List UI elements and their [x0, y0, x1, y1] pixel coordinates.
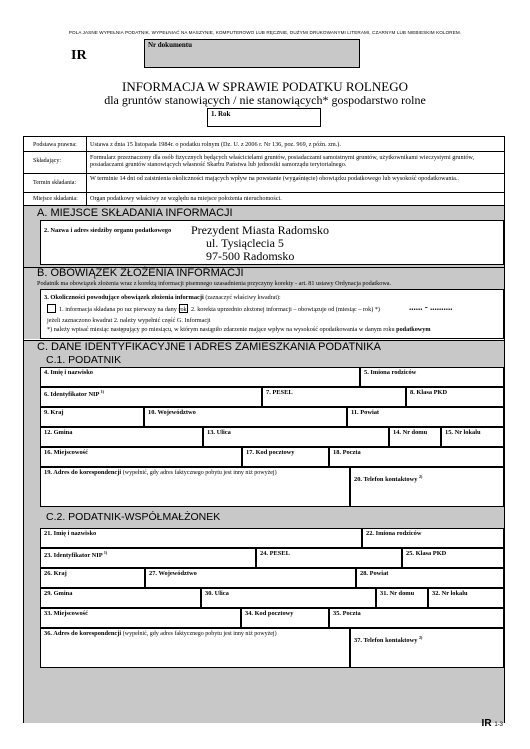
spouse-post-office-field[interactable] [329, 608, 504, 628]
spouse-city-field[interactable] [40, 608, 241, 628]
correction-date[interactable]: ...... - .......... [409, 302, 453, 312]
tax-office-street: ul. Tysiąclecia 5 [206, 236, 284, 250]
form-frame [23, 136, 505, 723]
phone-label: 20. Telefon kontaktowy $^{2)}$ [354, 474, 423, 484]
tax-office-name: Prezydent Miasta Radomsko [191, 223, 329, 237]
street-label: 13. Ulica [207, 429, 231, 436]
spouse-country-field[interactable] [40, 568, 145, 588]
pkd-label: 8. Klasa PKD [410, 389, 448, 396]
country-label: 9. Kraj [44, 409, 64, 416]
country-field[interactable] [40, 407, 144, 427]
voivodeship-field[interactable] [144, 407, 347, 427]
spouse-correspondence-label: 36. Adres do korespondencji (wypełnić, gdy adres faktycznego pobytu jest inny niż powyżej) [44, 630, 277, 637]
info-label: Termin składania: [33, 180, 77, 186]
phone-field[interactable] [350, 467, 504, 507]
correction-footnote: *) należy wpisać miesiąc następujący po miesiącu, w którym nastąpiło zdarzenie mające wpływ na wysokość opodatkowania w danym roku podatkowym [47, 326, 431, 333]
spouse-parents-field[interactable] [362, 528, 504, 548]
section-c-title: C. DANE IDENTYFIKACYJNE I ADRES ZAMIESZKANIA PODATNIKA [37, 341, 381, 353]
name-label: 4. Imię i nazwisko [44, 369, 93, 376]
section-a-title: A. MIEJSCE SKŁADANIA INFORMACJI [37, 207, 233, 219]
form-code: IR [71, 48, 87, 63]
info-text: Ustawa z dnia 15 listopada 1984r. o podatku rolnym (Dz. U. z 2006 r. Nr 136, poz. 969, z późn. zm.). [90, 141, 341, 148]
apartment-number-field[interactable] [441, 427, 504, 447]
section-b-title: B. OBOWIĄZEK ZŁOŻENIA INFORMACJI [37, 267, 244, 279]
info-label: Składający: [33, 158, 61, 164]
c2-title: C.2. PODATNIK-WSPÓŁMAŁŻONEK [46, 511, 221, 523]
spouse-apartment-number-label: 32. Nr lokalu [432, 590, 468, 597]
correspondence-address-field[interactable] [40, 467, 350, 507]
commune-label: 12. Gmina [44, 429, 73, 436]
post-office-field[interactable] [329, 447, 504, 467]
spouse-county-label: 28. Powiat [360, 570, 389, 577]
spouse-commune-field[interactable] [40, 588, 201, 608]
nip-label: 6. Identyfikator NIP $^{1)}$ [44, 389, 105, 399]
year-label: 1. Rok [211, 110, 231, 118]
year-field[interactable] [207, 108, 321, 127]
spouse-county-field[interactable] [356, 568, 504, 588]
spouse-correspondence-field[interactable] [40, 628, 350, 668]
pesel-label: 7. PESEL [266, 389, 293, 396]
spouse-pkd-label: 25. Klasa PKD [406, 550, 447, 557]
first-filing-label: 1. informacja składana po raz pierwszy na dany rok [59, 306, 187, 313]
first-filing-checkbox[interactable] [47, 304, 56, 313]
spouse-name-field[interactable] [40, 528, 362, 548]
spouse-voivodeship-label: 27. Województwo [149, 570, 197, 577]
info-text: Formularz przeznaczony dla osób fizycznych będących właścicielami gruntów, posiadaczami samoistnymi gruntów, użytkownikami wieczystymi gruntów, posiadaczami gruntów stanowiących własność Skarbu Państwa lub jednostki samorządu terytorialnego. [90, 154, 475, 168]
spouse-post-office-label: 35. Poczta [333, 610, 361, 617]
pkd-field[interactable] [406, 387, 504, 407]
city-field[interactable] [40, 447, 242, 467]
divider [24, 151, 504, 152]
circumstances-label: 3. Okoliczności powodujące obowiązek złożenia informacji (zaznaczyć właściwy kwadrat): [44, 294, 281, 301]
form-subtitle: dla gruntów stanowiących / nie stanowiących* gospodarstwo rolne [104, 93, 426, 107]
name-field[interactable] [40, 367, 360, 387]
page-footer: IR 1-3 [481, 718, 503, 729]
post-office-label: 18. Poczta [333, 449, 361, 456]
correspondence-address-label: 19. Adres do korespondencji (wypełnić, gdy adres faktycznego pobytu jest inny niż powyżej) [44, 469, 277, 476]
spouse-house-number-field[interactable] [376, 588, 428, 608]
voivodeship-label: 10. Województwo [148, 409, 196, 416]
spouse-street-label: 30. Ulica [205, 590, 229, 597]
spouse-street-field[interactable] [201, 588, 376, 608]
spouse-phone-field[interactable] [350, 628, 504, 668]
section-b-note: Podatnik ma obowiązek złożenia wraz z korektą informacji pisemnego uzasadnienia przyczyny korekty - art. 81 ustawy Ordynacja podatkowa. [37, 280, 392, 287]
spouse-pesel-label: 24. PESEL [260, 550, 290, 557]
info-label: Miejsce składania: [33, 196, 78, 202]
info-text: Organ podatkowy właściwy ze względu na miejsce położenia nieruchomości. [90, 195, 282, 202]
spouse-country-label: 26. Kraj [44, 570, 67, 577]
correction-note: jeżeli zaznaczono kwadrat 2. należy wypełnić część G. Informacji [47, 317, 211, 324]
street-field[interactable] [203, 427, 389, 447]
correction-label: 2. korekta uprzednio złożonej informacji – obowiązuje od (miesiąc – rok) *) [191, 306, 380, 313]
spouse-phone-label: 37. Telefon kontaktowy $^{2)}$ [354, 635, 423, 645]
apartment-number-label: 15. Nr lokalu [445, 429, 481, 436]
divider [24, 173, 504, 174]
city-label: 16. Miejscowość [44, 449, 89, 456]
spouse-pesel-field[interactable] [256, 548, 402, 568]
divider [24, 205, 504, 206]
spouse-nip-field[interactable] [40, 548, 256, 568]
info-label: Podstawa prawna: [33, 142, 77, 148]
spouse-commune-label: 29. Gmina [44, 590, 73, 597]
doc-number-field [144, 39, 360, 68]
c1-title: C.1. PODATNIK [46, 354, 122, 366]
spouse-nip-label: 23. Identyfikator NIP $^{1)}$ [44, 550, 108, 560]
spouse-postal-code-field[interactable] [241, 608, 329, 628]
county-field[interactable] [347, 407, 504, 427]
spouse-house-number-label: 31. Nr domu [380, 590, 415, 597]
tax-office-city: 97-500 Radomsko [206, 249, 295, 263]
county-label: 11. Powiat [351, 409, 380, 416]
form-title: INFORMACJA W SPRAWIE PODATKU ROLNEGO [122, 79, 408, 94]
correction-checkbox[interactable] [179, 304, 188, 313]
tax-office-address [191, 224, 329, 263]
info-text: W terminie 14 dni od zaistnienia okoliczności mających wpływ na powstanie (wygaśnięcie) obowiązku podatkowego lub wysokość opodatkowania.. [90, 175, 459, 182]
info-divider [86, 137, 87, 205]
postal-code-label: 17. Kod pocztowy [246, 449, 295, 456]
nip-field[interactable] [40, 387, 262, 407]
circumstances-field [40, 289, 504, 339]
commune-field[interactable] [40, 427, 203, 447]
postal-code-field[interactable] [242, 447, 329, 467]
instructions-note: POLA JASNE WYPEŁNIA PODATNIK. WYPEŁNIAĆ NA MASZYNIE, KOMPUTEROWO LUB RĘCZNIE, DUŻYMI DRUKOWANYMI LITERAMI, CZARNYM LUB NIEBIESKIM KOLOREM. [68, 30, 462, 35]
tax-office-field[interactable] [40, 220, 504, 265]
spouse-pkd-field[interactable] [402, 548, 504, 568]
spouse-parents-label: 22. Imiona rodziców [366, 530, 422, 537]
doc-number-label: Nr dokumentu [148, 41, 193, 49]
spouse-voivodeship-field[interactable] [145, 568, 356, 588]
spouse-postal-code-label: 34. Kod pocztowy [245, 610, 294, 617]
spouse-city-label: 33. Miejscowość [44, 610, 89, 617]
divider [24, 192, 504, 193]
tax-office-label: 2. Nazwa i adres siedziby organu podatkowego [44, 227, 172, 234]
house-number-field[interactable] [389, 427, 441, 447]
pesel-field[interactable] [262, 387, 406, 407]
parents-names-field[interactable] [360, 367, 504, 387]
parents-names-label: 5. Imiona rodziców [364, 369, 417, 376]
spouse-apartment-number-field[interactable] [428, 588, 504, 608]
house-number-label: 14. Nr domu [393, 429, 428, 436]
spouse-name-label: 21. Imię i nazwisko [44, 530, 97, 537]
